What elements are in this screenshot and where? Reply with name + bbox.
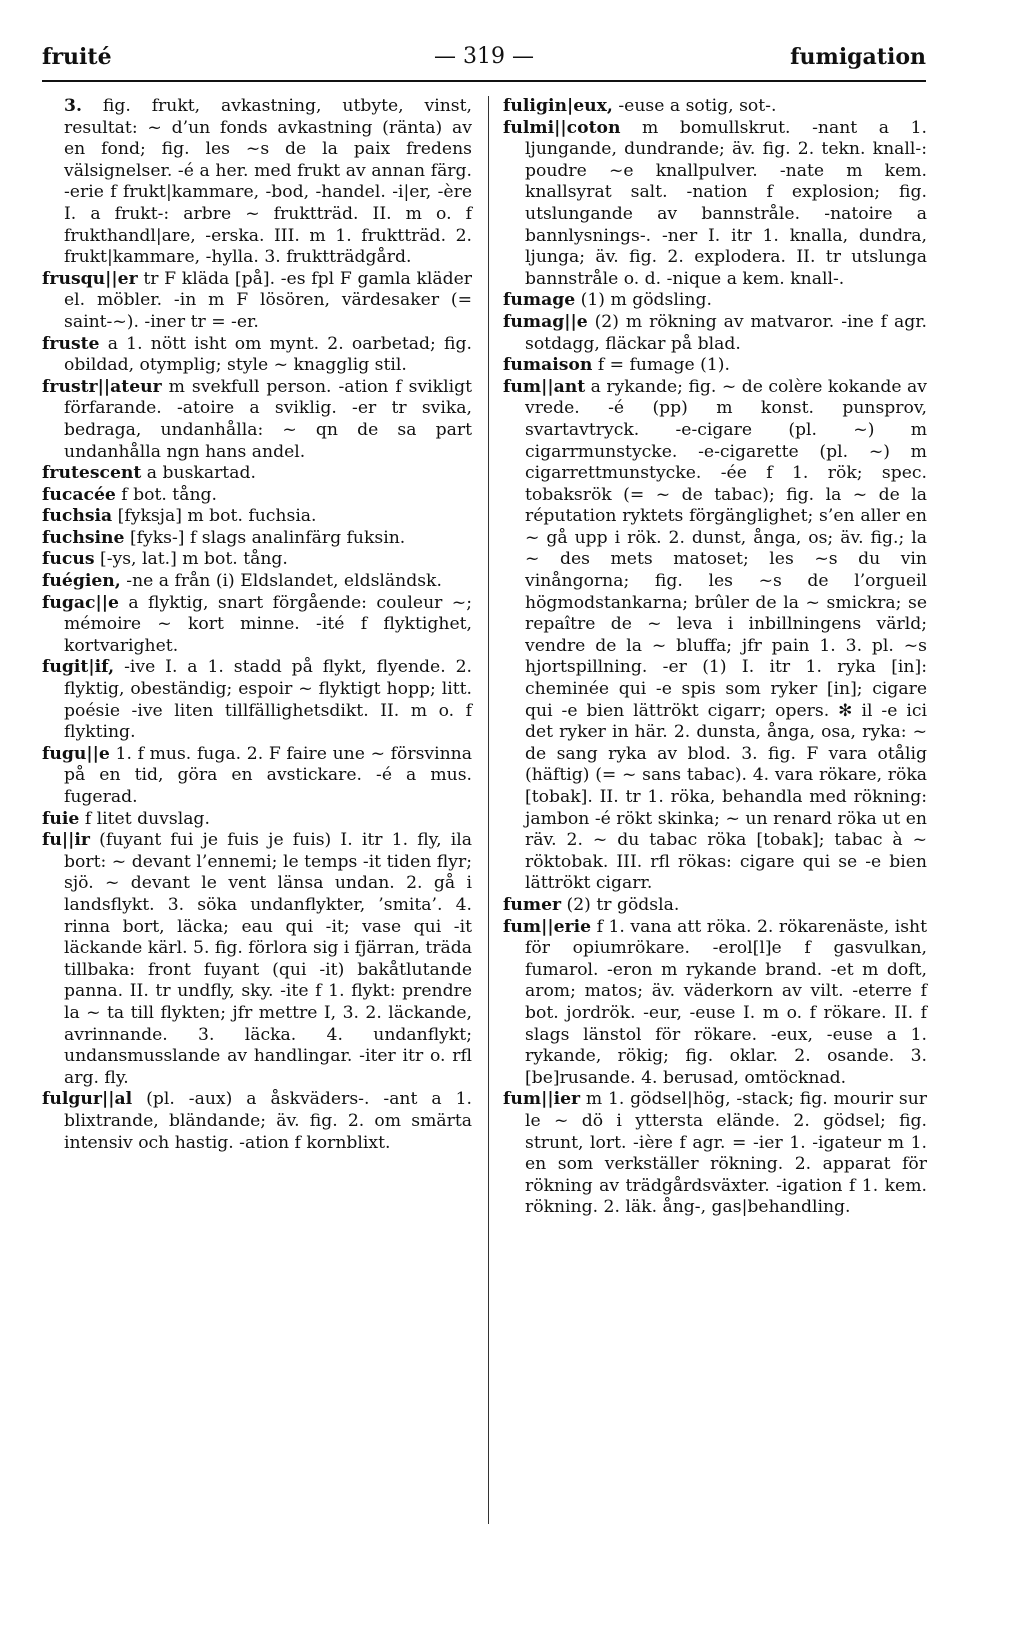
header-rule [42, 80, 926, 82]
entry-headword: fugu||e [42, 743, 110, 764]
entry-headword: fuie [42, 808, 80, 829]
entry-headword: frutescent [42, 463, 142, 484]
entry-headword: fuchsia [42, 506, 113, 527]
header-left-guide-word: fruité [42, 44, 112, 70]
entry-headword: fugac||e [42, 592, 119, 613]
header-right-guide-word: fumigation [790, 44, 926, 70]
dictionary-entry: fum||erie f 1. vana att röka. 2. rökarenäste, isht för opiumrökare. -erol[l]e f gasvulkan, fumarol. -eron m rykande brand. -et m doft, arom; matos; äv. väderkorn av vilt. -eterre f bot. jordrök. -eur, -euse I. m o. f rökare. II. f slags länstol för rökare. -eux, -euse a 1. rykande, rökig; fig. oklar. 2. osande. 3. [be]rusande. 4. berusad, omtöcknad. [503, 916, 927, 1088]
dictionary-entry: fum||ant a rykande; fig. ~ de colère kokande av vrede. -é (pp) m konst. punsprov, svartavtryck. -e-cigare (pl. ~) m cigarrmunstycke. -e-cigarette (pl. ~) m cigarrettmunstycke. -ée f 1. rök; spec. tobaksrök (= ~ de tabac); fig. la ~ de la réputation ryktets förgänglighet; s’en aller en ~ gå upp i rök. 2. dunst, ånga, os; äv. fig.; la ~ des mets matoset; les ~s du vin vinångorna; fig. les ~s de l’orgueil högmodstankarna; brûler de la ~ smickra; se repaître de ~ leva i inbillningens värld; vendre de la ~ bluffa; jfr pain 1. 3. pl. ~s hjortspillning. -er (1) I. itr 1. ryka [in]: cheminée qui -e spis som ryker [in]; cigare qui -e bien lättrökt cigarr; opers. ✻ il -e ici det ryker in här. 2. dunsta, ånga, osa, ryka: ~ de sang ryka av blod. 3. fig. F vara otålig (häftig) (= ~ sans tabac). 4. vara rökare, röka [tobak]. II. tr 1. röka, behandla med rökning: jambon -é rökt skinka; ~ un renard röka ut en räv. 2. ~ du tabac röka [tobak]; tabac à ~ röktobak. III. rfl rökas: cigare qui se -e bien lättrökt cigarr. [503, 376, 927, 894]
entry-headword: fulgur||al [42, 1089, 133, 1110]
dictionary-entry: 3. fig. frukt, avkastning, utbyte, vinst, resultat: ~ d’un fonds avkastning (ränta) av en fond; fig. les ~s de la paix fredens välsignelser. -é a her. med frukt av annan färg. -erie f frukt|kammare, -bod, -handel. -i|er, -ère I. a frukt-: arbre ~ fruktträd. II. m o. f frukthandl|are, -erska. III. m 1. fruktträd. 2. frukt|kammare, -hylla. 3. fruktträdgård. [64, 96, 472, 268]
dictionary-entry: fucus [-ys, lat.] m bot. tång. [42, 549, 288, 570]
entry-headword: frustr||ateur [42, 376, 162, 397]
dictionary-entry: fumag||e (2) m rökning av matvaror. -ine f agr. sotdagg, fläckar på blad. [503, 311, 927, 354]
right-column [503, 96, 927, 1219]
dictionary-entry: fulgur||al (pl. -aux) a åskväders-. -ant a 1. blixtrande, bländande; äv. fig. 2. om smärta intensiv och hastig. -ation f kornblixt. [42, 1089, 472, 1153]
dictionary-entry: fuchsine [fyks-] f slags analinfärg fuksin. [42, 527, 406, 548]
entry-headword: fu||ir [42, 830, 90, 851]
dictionary-entry: fruste a 1. nött isht om mynt. 2. oarbetad; fig. obildad, otymplig; style ~ knagglig stil. [42, 333, 472, 376]
entry-headword: fum||ier [503, 1089, 581, 1110]
entry-headword: fucacée [42, 484, 116, 505]
entry-headword: fuégien, [42, 571, 121, 592]
dictionary-entry: fuégien, -ne a från (i) Eldslandet, eldsländsk. [42, 571, 442, 592]
entry-headword: fumage [503, 290, 576, 311]
page-header [42, 40, 926, 74]
entry-headword: fulmi||coton [503, 117, 621, 138]
entry-headword: fucus [42, 549, 95, 570]
dictionary-entry: fu||ir (fuyant fui je fuis je fuis) I. itr 1. fly, ila bort: ~ devant l’ennemi; le temps -it tiden flyr; sjö. ~ devant le vent länsa undan. 2. gå i landsflykt. 3. söka undanflykter, ’smita’. 4. rinna bort, läcka; eau qui -it; vase qui -it läckande kärl. 5. fig. förlora sig i fjärran, träda tillbaka: front fuyant (qui -it) bakåtlutande panna. II. tr undfly, sky. -ite f 1. flykt: prendre la ~ ta till flykten; jfr mettre I, 3. 2. läckande, avrinnande. 3. läcka. 4. undanflykt; undansmusslande av handlingar. -iter itr o. rfl arg. fly. [42, 830, 472, 1088]
entry-headword: fuchsine [42, 527, 125, 548]
entry-headword: fumaison [503, 355, 593, 376]
dictionary-entry: fumage (1) m gödsling. [503, 290, 712, 311]
dictionary-entry: fuie f litet duvslag. [42, 808, 210, 829]
page-number: — 319 — [434, 44, 534, 69]
dictionary-entry: fuchsia [fyksja] m bot. fuchsia. [42, 506, 317, 527]
dictionary-entry: frutescent a buskartad. [42, 463, 256, 484]
entry-headword: frusqu||er [42, 268, 138, 289]
entry-headword: fuligin|eux, [503, 96, 613, 116]
entry-headword: fum||erie [503, 916, 592, 937]
dictionary-entry: fugit|if, -ive I. a 1. stadd på flykt, flyende. 2. flyktig, obeständig; espoir ~ flyktigt hopp; litt. poésie -ive liten tillfällighetsdikt. II. m o. f flykting. [42, 657, 472, 743]
dictionary-entry: fumaison f = fumage (1). [503, 355, 730, 376]
dictionary-entry: frustr||ateur m svekfull person. -ation f svikligt förfarande. -atoire a sviklig. -er tr svika, bedraga, undanhålla: ~ qn de sa part undanhålla ngn hans andel. [42, 376, 472, 462]
dictionary-entry: fugu||e 1. f mus. fuga. 2. F faire une ~ försvinna på en tid, göra en avstickare. -é a mus. fugerad. [42, 743, 472, 807]
entry-headword: fum||ant [503, 376, 586, 397]
dictionary-entry: frusqu||er tr F kläda [på]. -es fpl F gamla kläder el. möbler. -in m F lösören, värdesaker (= saint-~). -iner tr = -er. [42, 268, 472, 332]
entry-headword: fruste [42, 333, 100, 354]
dictionary-entry: fum||ier m 1. gödsel|hög, -stack; fig. mourir sur le ~ dö i yttersta elände. 2. gödsel; fig. strunt, lort. -ière f agr. = -ier 1. -igateur m 1. en som verkställer rökning. 2. apparat för rökning av trädgårdsväxter. -igation f 1. kem. rökning. 2. läk. ång-, gas|behandling. [503, 1089, 927, 1218]
dictionary-entry: fucacée f bot. tång. [42, 484, 217, 505]
dictionary-entry: fugac||e a flyktig, snart förgående: couleur ~; mémoire ~ kort minne. -ité f flyktighet, kortvarighet. [42, 592, 472, 656]
entry-headword: fumer [503, 894, 562, 915]
entry-headword: 3. [64, 96, 82, 116]
left-column [42, 96, 472, 1154]
dictionary-entry: fumer (2) tr gödsla. [503, 894, 680, 915]
dictionary-entry: fuligin|eux, -euse a sotig, sot-. [503, 96, 777, 116]
entry-headword: fumag||e [503, 311, 588, 332]
dictionary-entry: fulmi||coton m bomullskrut. -nant a 1. ljungande, dundrande; äv. fig. 2. tekn. knall-: poudre ~e knallpulver. -nate m kem. knallsyrat salt. -nation f explosion; fig. utslungande av bannstråle. -natoire a bannlysnings-. -ner I. itr 1. knalla, dundra, ljunga; äv. fig. 2. explodera. II. tr utslunga bannstråle o. d. -nique a kem. knall-. [503, 117, 927, 289]
column-divider [488, 96, 489, 1524]
entry-headword: fugit|if, [42, 657, 115, 678]
